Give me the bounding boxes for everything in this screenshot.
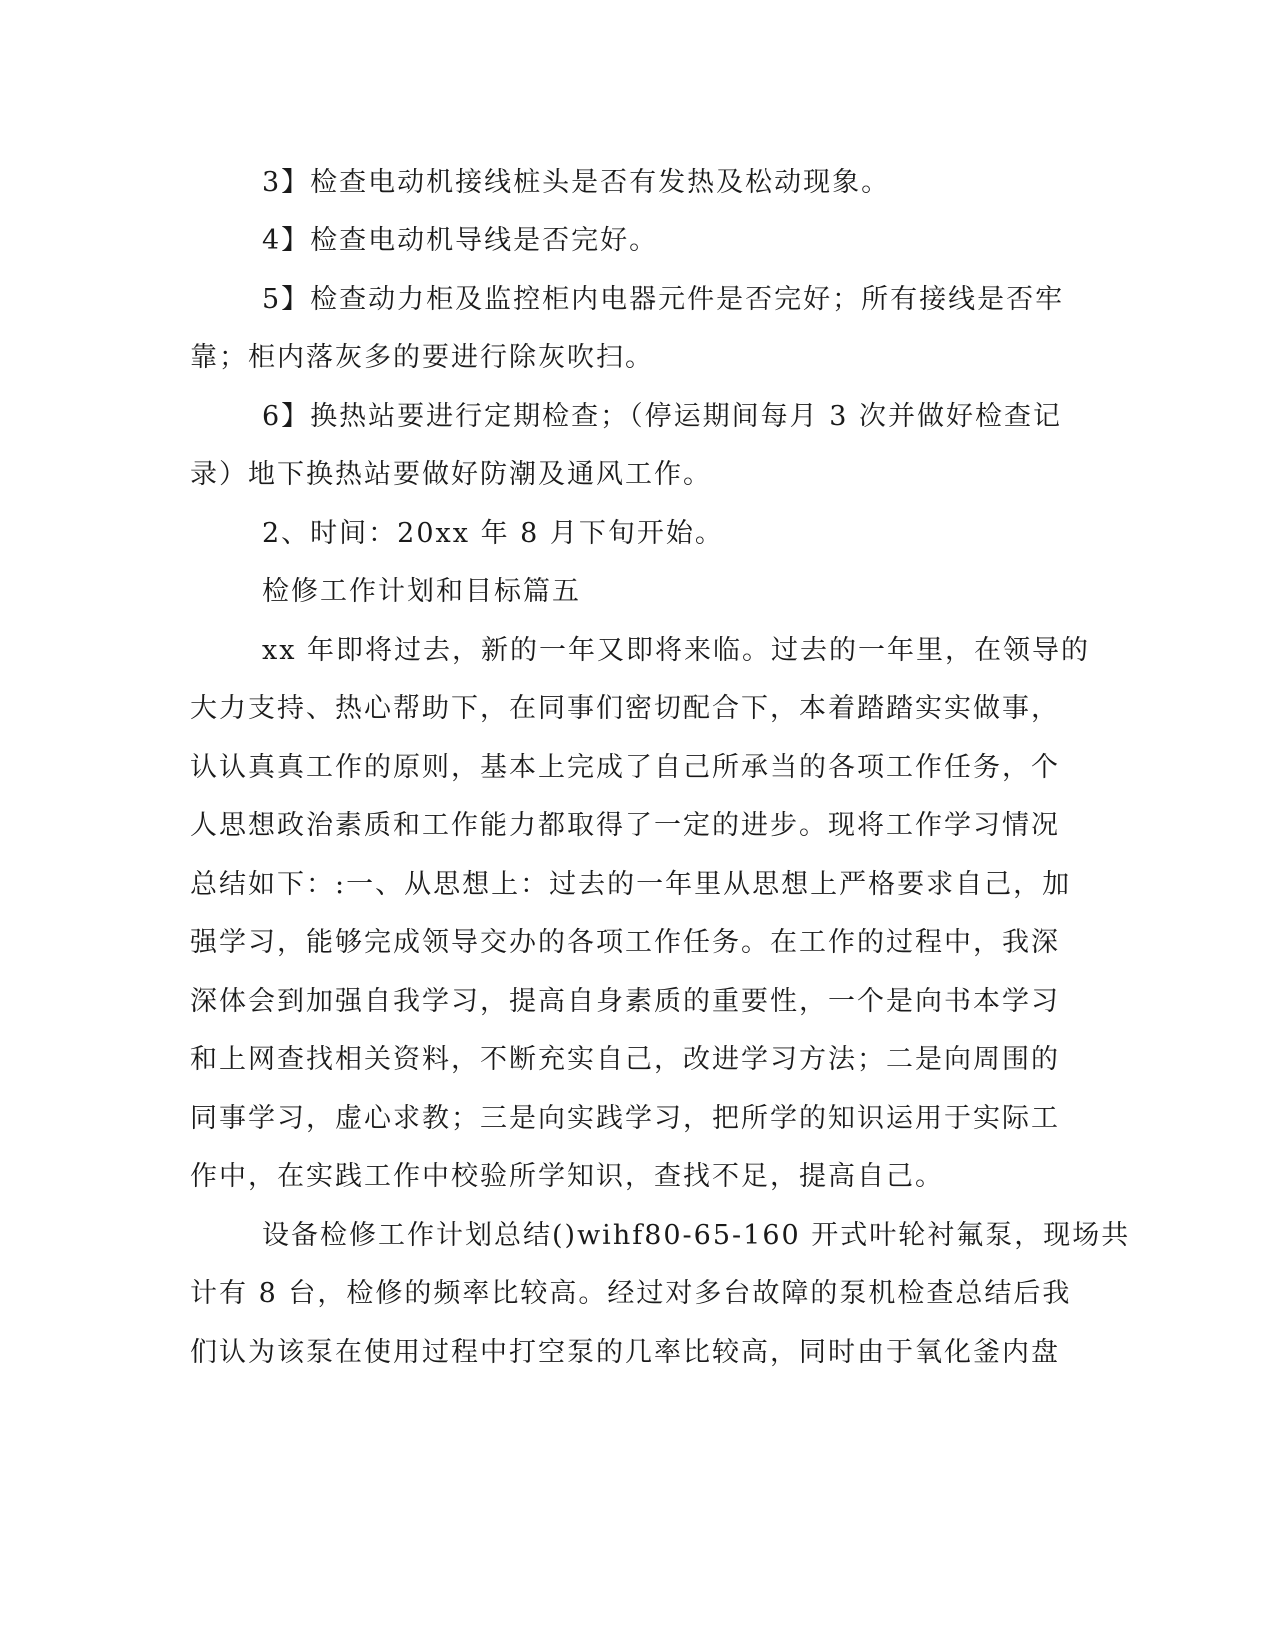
text-line: 总结如下：:一、从思想上：过去的一年里从思想上严格要求自己，加 xyxy=(190,869,1072,900)
text-line: 录）地下换热站要做好防潮及通风工作。 xyxy=(190,459,712,490)
text-line: 和上网查找相关资料，不断充实自己，改进学习方法；二是向周围的 xyxy=(190,1044,1060,1075)
text-line: xx 年即将过去，新的一年又即将来临。过去的一年里，在领导的 xyxy=(262,635,1091,666)
text-line: 们认为该泵在使用过程中打空泵的几率比较高，同时由于氧化釜内盘 xyxy=(190,1337,1060,1368)
text-line: 认认真真工作的原则，基本上完成了自己所承当的各项工作任务，个 xyxy=(190,752,1060,783)
text-line: 深体会到加强自我学习，提高自身素质的重要性，一个是向书本学习 xyxy=(190,986,1060,1017)
text-line: 强学习，能够完成领导交办的各项工作任务。在工作的过程中，我深 xyxy=(190,927,1060,958)
text-line: 靠；柜内落灰多的要进行除灰吹扫。 xyxy=(190,342,654,373)
section-heading: 检修工作计划和目标篇五 xyxy=(262,576,581,607)
text-line: 设备检修工作计划总结()wihf80-65-160 开式叶轮衬氟泵，现场共 xyxy=(262,1220,1131,1251)
text-line: 同事学习，虚心求教；三是向实践学习，把所学的知识运用于实际工 xyxy=(190,1103,1060,1134)
text-line: 大力支持、热心帮助下，在同事们密切配合下，本着踏踏实实做事， xyxy=(190,693,1060,724)
text-line: 2、时间：20xx 年 8 月下旬开始。 xyxy=(262,518,724,549)
text-line: 5】检查动力柜及监控柜内电器元件是否完好；所有接线是否牢 xyxy=(262,284,1065,315)
text-line: 计有 8 台，检修的频率比较高。经过对多台故障的泵机检查总结后我 xyxy=(190,1278,1072,1309)
text-line: 3】检查电动机接线桩头是否有发热及松动现象。 xyxy=(262,167,891,198)
text-line: 人思想政治素质和工作能力都取得了一定的进步。现将工作学习情况 xyxy=(190,810,1060,841)
text-line: 作中，在实践工作中校验所学知识，查找不足，提高自己。 xyxy=(190,1161,944,1192)
text-line: 6】换热站要进行定期检查；（停运期间每月 3 次并做好检查记 xyxy=(262,401,1063,432)
text-line: 4】检查电动机导线是否完好。 xyxy=(262,225,659,256)
